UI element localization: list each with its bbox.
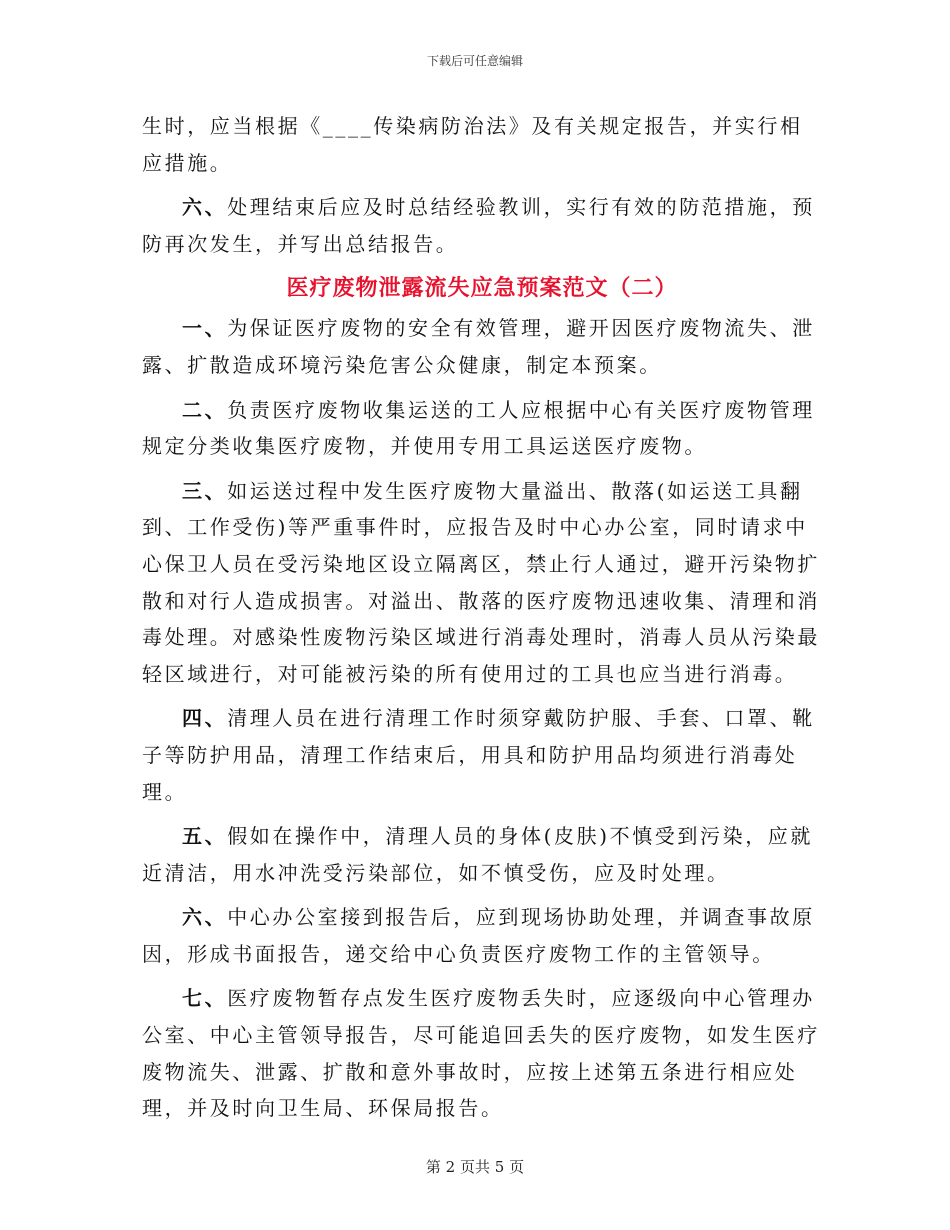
paragraph-text: 如运送过程中发生医疗废物大量溢出、散落(如运送工具翻到、工作受伤)等严重事件时，应报告及时中心办公室，同时请求中心保卫人员在受污染地区设立隔离区，禁止行人通过，避开污染物扩散和对行人造成损害。对溢出、散落的医疗废物迅速收集、清理和消毒处理。对感染性废物污染区域进行消毒处理时，消毒人员从污染最轻区域进行，对可能被污染的所有使用过的工具也应当进行消毒。 [142, 478, 820, 686]
paragraph-number: 一、 [182, 316, 228, 341]
paragraph-text: 处理结束后应及时总结经验教训，实行有效的防范措施，预防再次发生，并写出总结报告。 [142, 195, 815, 256]
paragraph-item-6 [142, 899, 822, 972]
paragraph-number: 七、 [182, 986, 228, 1011]
paragraph-number: 五、 [182, 824, 228, 849]
paragraph-item-1 [142, 310, 822, 383]
paragraph-item-4 [142, 700, 822, 810]
paragraph-item-2 [142, 392, 822, 465]
paragraph-number: 四、 [182, 706, 228, 731]
paragraph-text: 中心办公室接到报告后，应到现场协助处理，并调查事故原因，形成书面报告，递交给中心负责医疗废物工作的主管领导。 [142, 905, 815, 966]
paragraph-item-5 [142, 818, 822, 891]
document-body [142, 108, 822, 1135]
page-footer: 第 2 页共 5 页 [425, 1158, 525, 1176]
paragraph-text: 假如在操作中，清理人员的身体(皮肤)不慎受到污染，应就近清洁，用水冲洗受污染部位，如不慎受伤，应及时处理。 [142, 824, 814, 885]
paragraph-text: 医疗废物暂存点发生医疗废物丢失时，应逐级向中心管理办公室、中心主管领导报告，尽可能追回丢失的医疗废物，如发生医疗废物流失、泄露、扩散和意外事故时，应按上述第五条进行相应处理，并及时向卫生局、环保局报告。 [142, 986, 820, 1121]
paragraph-item-6-prev [142, 189, 822, 262]
section-title: 医疗废物泄露流失应急预案范文（二） [286, 275, 678, 302]
paragraph-item-7 [142, 980, 822, 1126]
paragraph-item-3 [142, 473, 822, 693]
paragraph-text: 生时，应当根据《____传染病防治法》及有关规定报告，并实行相应措施。 [142, 114, 803, 175]
paragraph-number: 三、 [182, 478, 228, 503]
paragraph-text: 为保证医疗废物的安全有效管理，避开因医疗废物流失、泄露、扩散造成环境污染危害公众健康，制定本预案。 [142, 316, 815, 377]
paragraph-continuation [142, 108, 822, 181]
page-header: 下载后可任意编辑 [426, 54, 523, 68]
paragraph-text: 清理人员在进行清理工作时须穿戴防护服、手套、口罩、靴子等防护用品，清理工作结束后，用具和防护用品均须进行消毒处理。 [142, 706, 815, 804]
paragraph-text: 负责医疗废物收集运送的工人应根据中心有关医疗废物管理规定分类收集医疗废物，并使用专用工具运送医疗废物。 [142, 397, 815, 459]
paragraph-number: 二、 [182, 397, 228, 422]
paragraph-number: 六、 [182, 905, 228, 930]
paragraph-number: 六、 [182, 195, 228, 220]
